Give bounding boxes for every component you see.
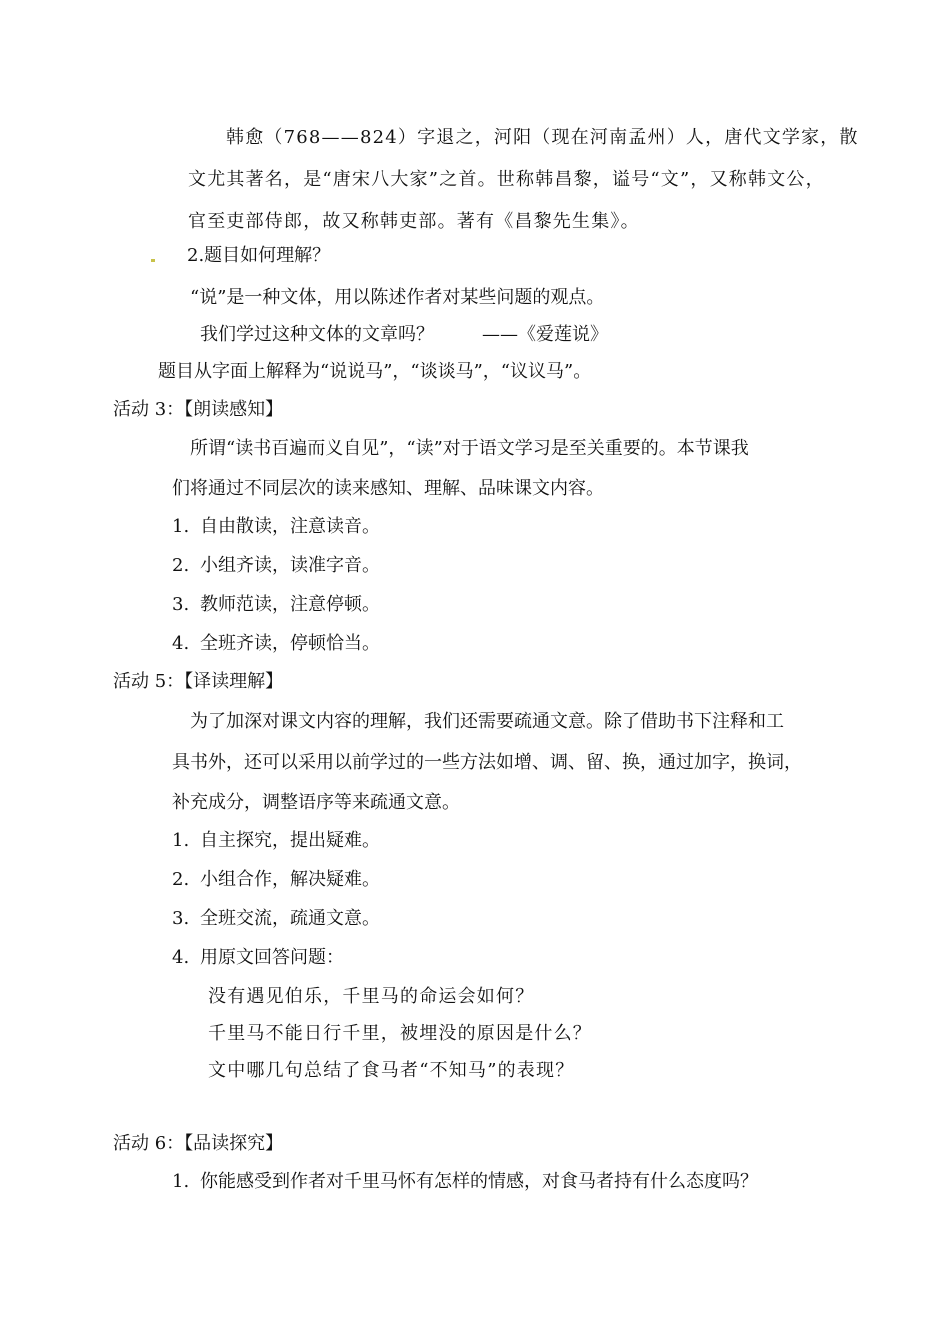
bio-line-3: 官至吏部侍郎，故又称韩吏部。著有《昌黎先生集》。: [188, 211, 640, 232]
activity5-item-1-num: 1.: [172, 830, 190, 851]
activity3-item-1-num: 1.: [172, 516, 190, 537]
activity5-question-1: 没有遇见伯乐，千里马的命运会如何？: [208, 986, 535, 1007]
activity3-item-2-text: 小组齐读，读准字音。: [200, 555, 380, 576]
q2-para-1: “说”是一种文体，用以陈述作者对某些问题的观点。: [190, 287, 605, 308]
activity3-intro-line-1: 所谓“读书百遍而义自见”，“读”对于语文学习是至关重要的。本节课我: [190, 438, 749, 459]
activity3-item-1-text: 自由散读，注意读音。: [200, 516, 380, 537]
activity5-intro-line-2: 具书外，还可以采用以前学过的一些方法如增、调、留、换，通过加字，换词，: [172, 752, 802, 773]
activity3-heading: 活动 3：【朗读感知】: [113, 399, 284, 420]
activity3-item-4-num: 4.: [172, 633, 190, 654]
bio-line-2: 文尤其著名，是“唐宋八大家”之首。世称韩昌黎，谥号“文”，又称韩文公，: [188, 169, 825, 190]
activity5-heading: 活动 5：【译读理解】: [113, 671, 284, 692]
activity5-item-4-num: 4.: [172, 947, 190, 968]
activity5-question-3: 文中哪几句总结了食马者“不知马”的表现？: [208, 1060, 575, 1081]
activity3-item-4-text: 全班齐读，停顿恰当。: [200, 633, 380, 654]
activity6-heading: 活动 6：【品读探究】: [113, 1133, 284, 1154]
activity5-item-1-text: 自主探究，提出疑难。: [200, 830, 380, 851]
activity5-item-2-num: 2.: [172, 869, 190, 890]
activity3-intro-line-2: 们将通过不同层次的读来感知、理解、品味课文内容。: [172, 478, 604, 499]
q2-title: 2.题目如何理解？: [187, 245, 331, 266]
q2-para-2: 我们学过这种文体的文章吗？: [200, 324, 434, 345]
activity5-intro-line-3: 补充成分，调整语序等来疏通文意。: [172, 792, 460, 813]
bio-line-1: 韩愈（768——824）字退之，河阳（现在河南孟州）人，唐代文学家，散: [226, 127, 859, 148]
q2-para-2-answer: ——《爱莲说》: [482, 324, 608, 345]
activity3-item-2-num: 2.: [172, 555, 190, 576]
activity5-item-3-num: 3.: [172, 908, 190, 929]
activity3-item-3-text: 教师范读，注意停顿。: [200, 594, 380, 615]
activity5-item-4-text: 用原文回答问题：: [200, 947, 344, 968]
activity6-item-1-text: 你能感受到作者对千里马怀有怎样的情感，对食马者持有什么态度吗？: [200, 1171, 758, 1192]
activity5-intro-line-1: 为了加深对课文内容的理解，我们还需要疏通文意。除了借助书下注释和工: [190, 711, 784, 732]
activity5-item-3-text: 全班交流，疏通文意。: [200, 908, 380, 929]
q2-para-3: 题目从字面上解释为“说说马”，“谈谈马”，“议议马”。: [158, 361, 592, 382]
activity3-item-3-num: 3.: [172, 594, 190, 615]
activity5-question-2: 千里马不能日行千里，被埋没的原因是什么？: [208, 1023, 592, 1044]
activity5-item-2-text: 小组合作，解决疑难。: [200, 869, 380, 890]
margin-mark: [151, 259, 155, 262]
activity6-item-1-num: 1.: [172, 1171, 190, 1192]
